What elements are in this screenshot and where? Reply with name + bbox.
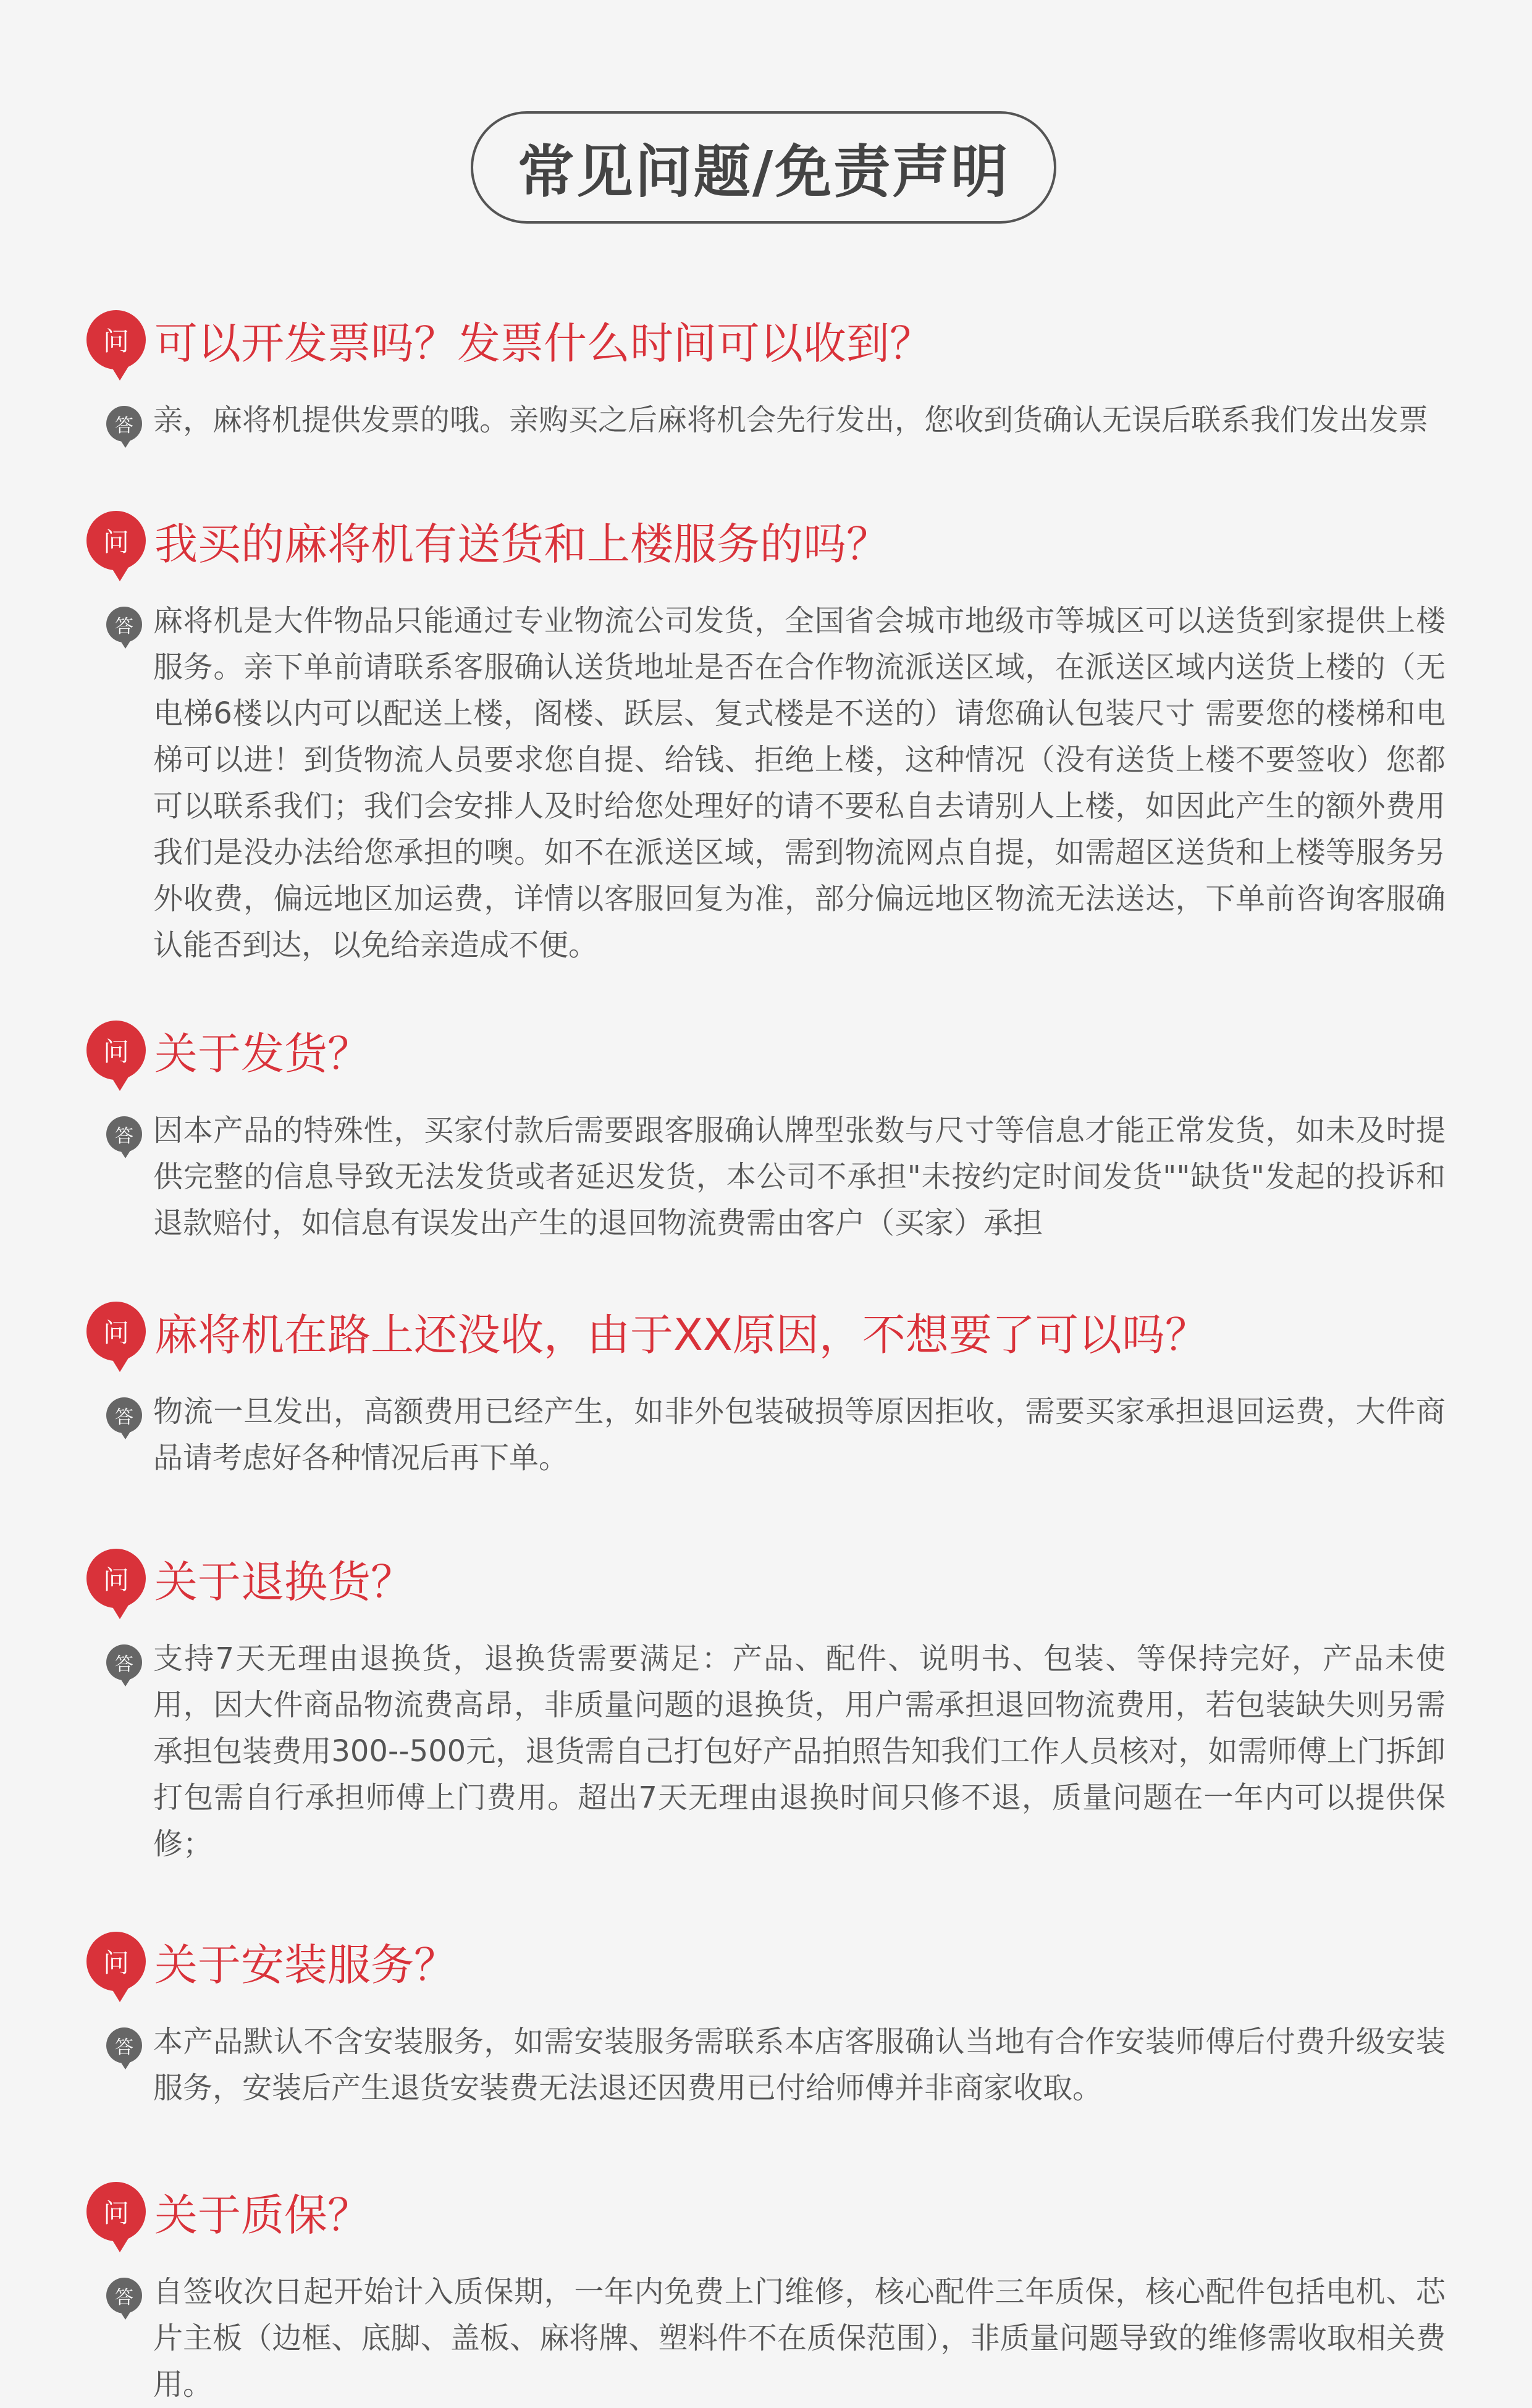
faq-question: 麻将机在路上还没收，由于XX原因，不想要了可以吗？ <box>154 1309 1208 1360</box>
faq-answer: 支持7天无理由退换货，退换货需要满足：产品、配件、说明书、包装、等保持完好，产品未使用，因大件商品物流费高昂，非质量问题的退换货，用户需承担退回物流费用，若包装缺失则另需承担包装费用300--500元，退货需自己打包好产品拍照告知我们工作人员核对，如需师傅上门拆卸打包需自行承担师傅上门费用。超出7天无理由退换时间只修不退，质量问题在一年内可以提供保修； <box>153 1641 1446 1861</box>
faq-question-row <box>86 293 1433 386</box>
faq-answer-row <box>86 2019 1446 2111</box>
faq-answer: 自签收次日起开始计入质保期，一年内免费上门维修，核心配件三年质保，核心配件包括电机、芯片主板（边框、底脚、盖板、麻将牌、塑料件不在质保范围），非质量问题导致的维修需收取相关费用。 <box>153 2275 1446 2402</box>
faq-question-row <box>86 1915 1433 2008</box>
faq-answer: 物流一旦发出，高额费用已经产生，如非外包装破损等原因拒收，需要买家承担退回运费，大件商品请考虑好各种情况后再下单。 <box>153 1394 1446 1475</box>
answer-badge-icon: 答 <box>106 2278 142 2313</box>
faq-answer-row <box>86 2269 1446 2408</box>
faq-question-row <box>86 1004 1433 1097</box>
faq-item <box>86 1532 1446 1867</box>
faq-answer: 麻将机是大件物品只能通过专业物流公司发货，全国省会城市地级市等城区可以送货到家提供上楼服务。亲下单前请联系客服确认送货地址是否在合作物流派送区域，在派送区域内送货上楼的（无电梯6楼以内可以配送上楼，阁楼、跃层、复式楼是不送的）请您确认包装尺寸 需要您的楼梯和电梯可以进！到货物流人员要求您自提、给钱、拒绝上楼，这种情况（没有送货上楼不要签收）您都可以联系我们；我们会安排人及时给您处理好的请不要私自去请别人上楼，如因此产生的额外费用我们是没办法给您承担的噢。如不在派送区域，需到物流网点自提，如需超区送货和上楼等服务另外收费，偏远地区加运费，详情以客服回复为准，部分偏远地区物流无法送达，下单前咨询客服确认能否到达，以免给亲造成不便。 <box>153 604 1446 962</box>
faq-question: 可以开发票吗？发票什么时间可以收到？ <box>154 318 933 369</box>
question-badge-icon: 问 <box>86 2182 146 2241</box>
answer-badge-icon: 答 <box>106 607 142 642</box>
faq-question: 关于质保？ <box>154 2189 371 2241</box>
faq-answer: 因本产品的特殊性，买家付款后需要跟客服确认牌型张数与尺寸等信息才能正常发货，如未及时提供完整的信息导致无法发货或者延迟发货，本公司不承担"未按约定时间发货""缺货"发起的投诉和退款赔付，如信息有误发出产生的退回物流费需由客户（买家）承担 <box>153 1113 1446 1240</box>
faq-item <box>86 494 1446 969</box>
faq-item <box>86 1915 1446 2111</box>
faq-answer-row <box>86 1636 1446 1867</box>
question-badge-icon: 问 <box>86 1932 146 1991</box>
faq-item <box>86 1285 1446 1481</box>
faq-item <box>86 2165 1446 2408</box>
question-badge-icon: 问 <box>86 1302 146 1361</box>
faq-question: 我买的麻将机有送货和上楼服务的吗？ <box>154 518 890 570</box>
faq-question-row <box>86 1532 1433 1625</box>
faq-answer: 本产品默认不含安装服务，如需安装服务需联系本店客服确认当地有合作安装师傅后付费升级安装服务，安装后产生退货安装费无法退还因费用已付给师傅并非商家收取。 <box>153 2024 1446 2105</box>
question-badge-icon: 问 <box>86 1021 146 1080</box>
page-header <box>471 111 1056 224</box>
faq-question: 关于发货？ <box>154 1028 371 1079</box>
faq-answer-row <box>86 1389 1446 1481</box>
answer-badge-icon: 答 <box>106 1116 142 1152</box>
answer-badge-icon: 答 <box>106 406 142 442</box>
faq-question: 关于安装服务？ <box>154 1939 457 1990</box>
answer-badge-icon: 答 <box>106 2027 142 2063</box>
answer-badge-icon: 答 <box>106 1397 142 1433</box>
faq-item <box>86 293 1433 444</box>
question-badge-icon: 问 <box>86 310 146 369</box>
faq-answer-row <box>86 397 1446 444</box>
faq-question-row <box>86 494 1433 587</box>
faq-answer-row <box>86 1108 1446 1247</box>
faq-question-row <box>86 1285 1433 1378</box>
faq-answer: 亲，麻将机提供发票的哦。亲购买之后麻将机会先行发出，您收到货确认无误后联系我们发出发票 <box>153 403 1429 437</box>
question-badge-icon: 问 <box>86 511 146 570</box>
answer-badge-icon: 答 <box>106 1644 142 1680</box>
page-title: 常见问题/免责声明 <box>517 139 1010 205</box>
faq-answer-row <box>86 598 1446 969</box>
faq-question: 关于退换货？ <box>154 1556 414 1607</box>
faq-question-row <box>86 2165 1433 2258</box>
question-badge-icon: 问 <box>86 1549 146 1608</box>
faq-item <box>86 1004 1446 1247</box>
